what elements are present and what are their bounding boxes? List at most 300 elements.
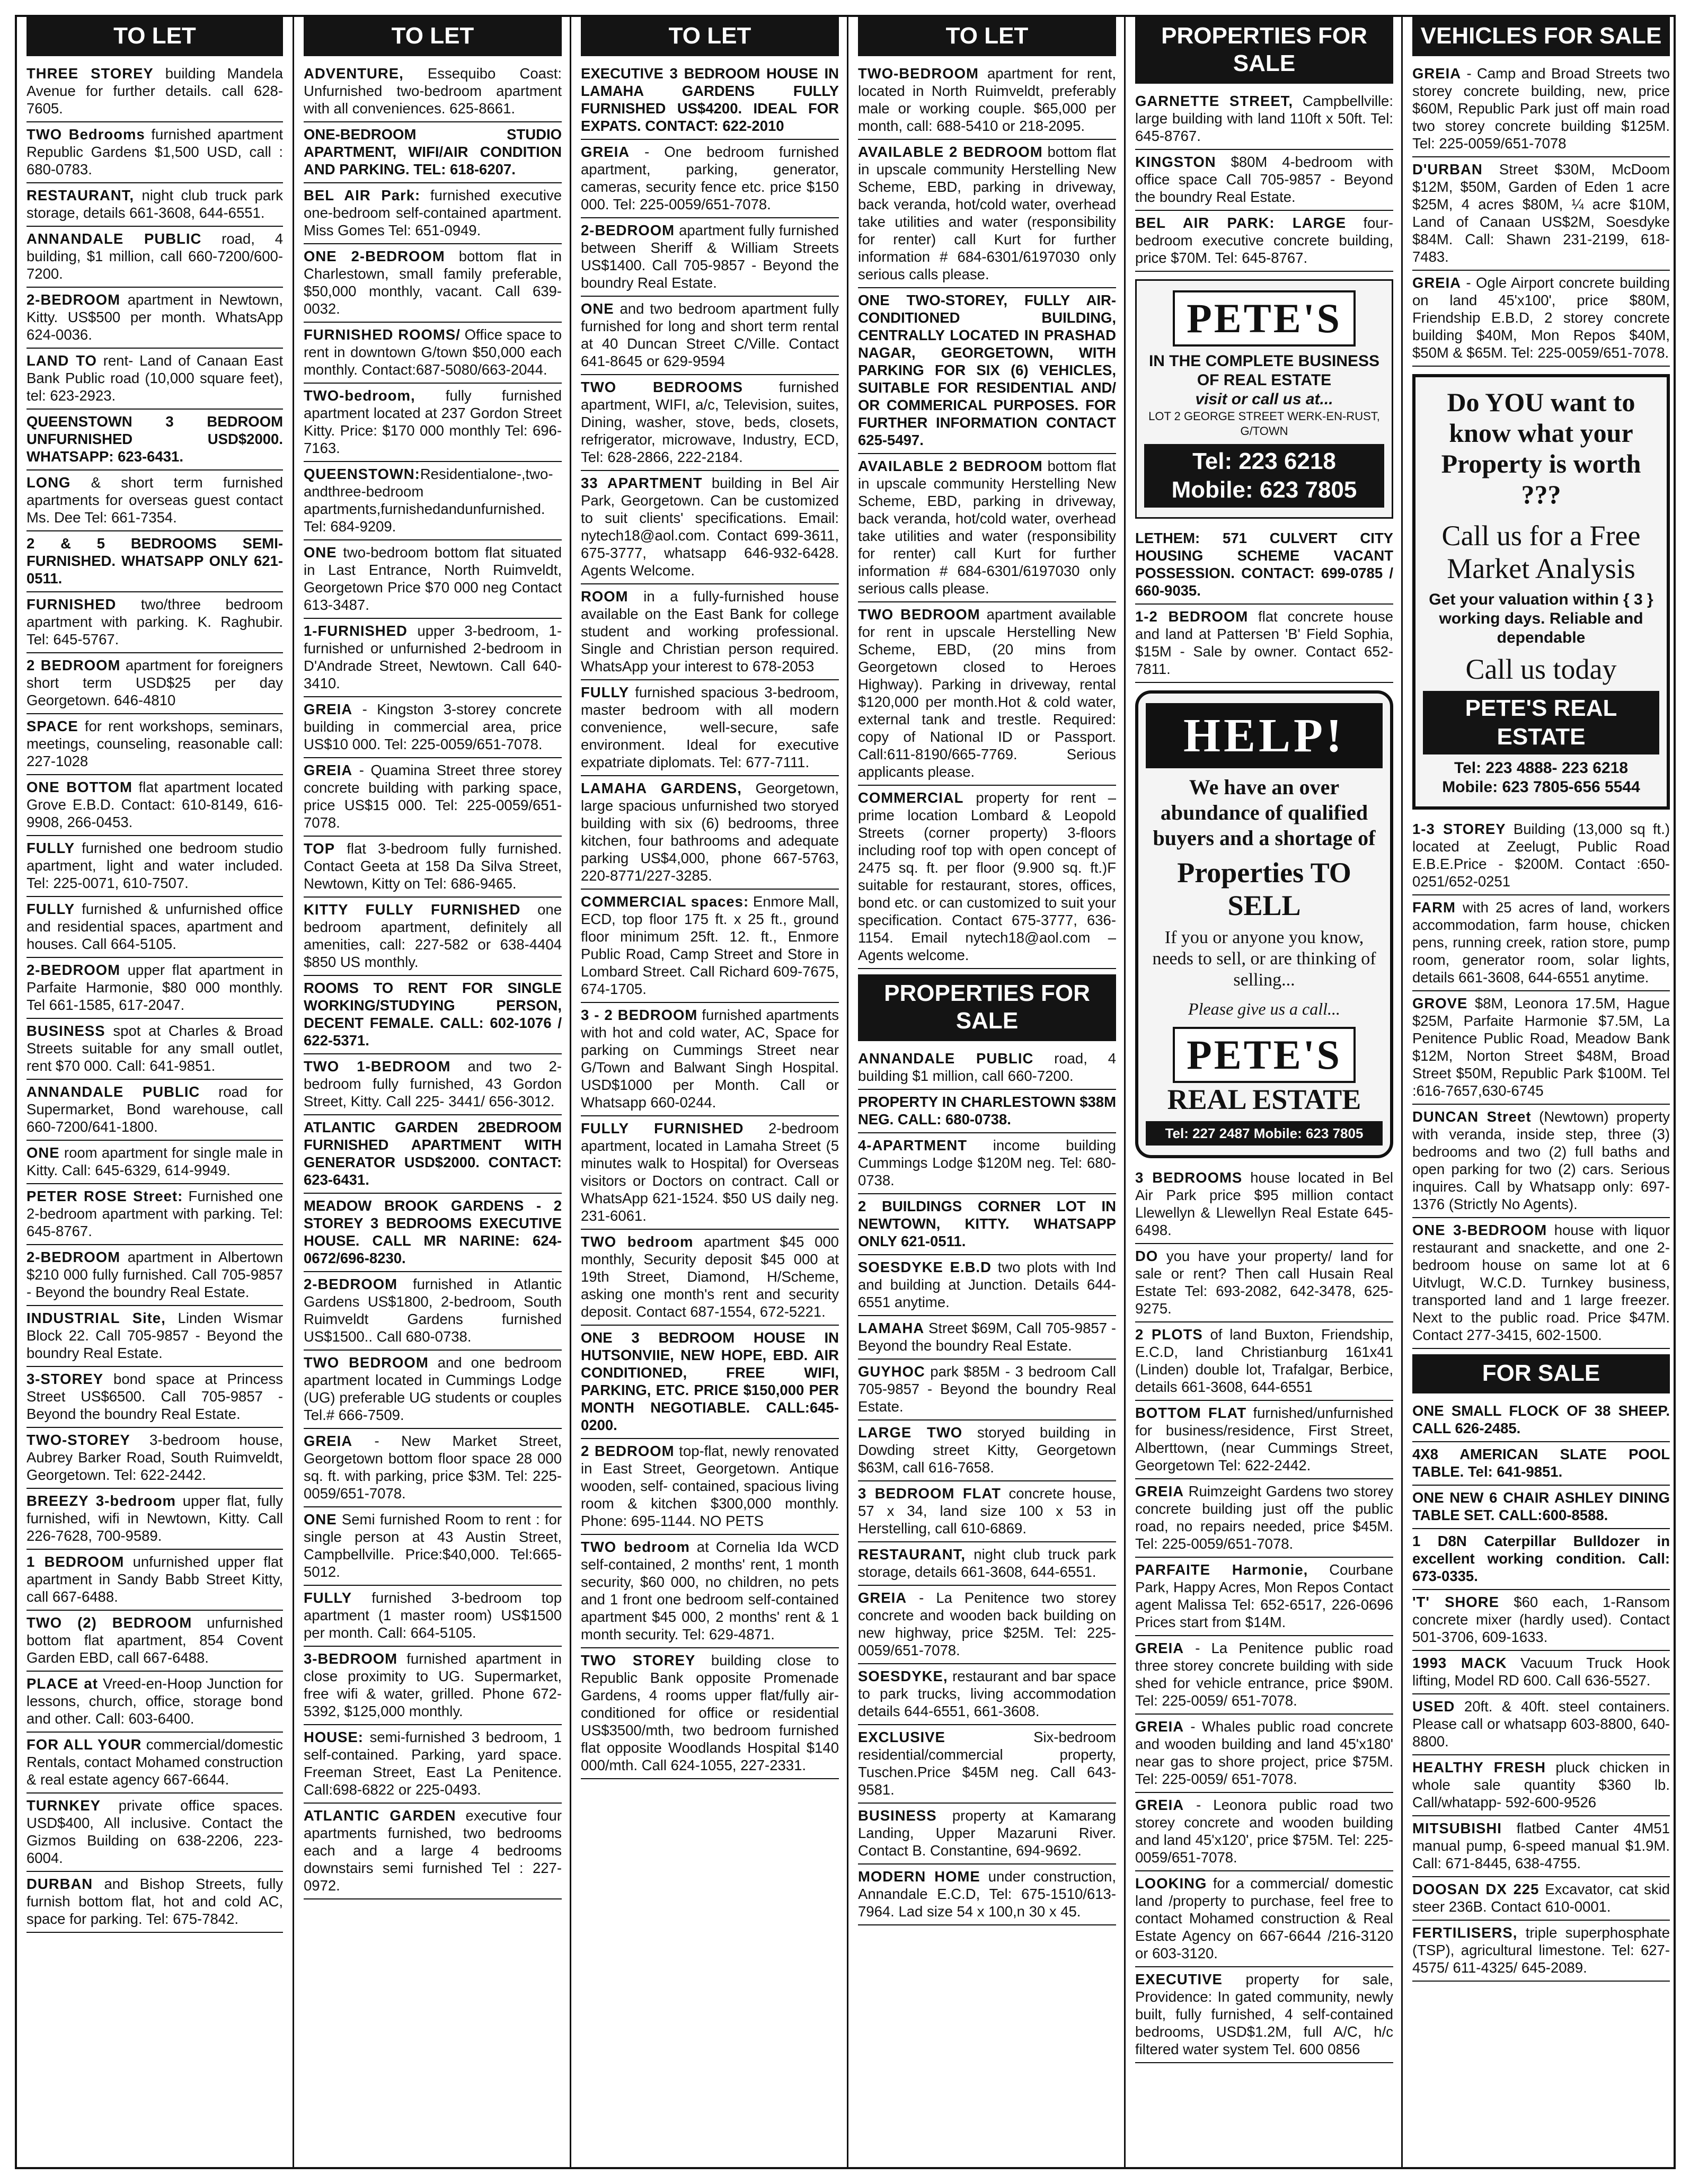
ad-text: unfurnished bottom flat apartment, 854 Covent Garden EBD, call 667-6488. — [26, 1614, 283, 1666]
ad-text: 3-bedroom house, Aubrey Barker Road, South Ruimveldt, Georgetown. Tel: 622-2442. — [26, 1432, 283, 1483]
ad-list — [1126, 526, 1403, 683]
classified-ad — [26, 836, 283, 897]
ad-lead: TWO 1-BEDROOM — [304, 1058, 451, 1075]
ad-text: - Whales public road concrete and wooden building and land 45'x180' near gas to shore project, price $75M. Tel: 225-0059/ 651-7078. — [1135, 1718, 1393, 1787]
ad-lead: TWO (2) BEDROOM — [26, 1614, 192, 1631]
ad-lead: HOUSE: — [304, 1729, 364, 1745]
promo-logo: PETE'S REAL ESTATE — [1423, 691, 1659, 754]
ad-lead: 2 BEDROOM — [26, 657, 121, 673]
ad-lead: KINGSTON — [1135, 154, 1216, 170]
ad-lead: BEL AIR PARK: LARGE — [1135, 215, 1347, 231]
classified-ad — [581, 61, 839, 140]
classified-ad — [581, 297, 839, 375]
ad-text: apartment available for rent in upscale Herstelling New Scheme, EBD, (20 mins from Georgetown closed to Heroes Highway). Parking in driveway, rental $120,000 per month.Hot & cold water, external tank and trestle. Required: copy of National ID or Passport. Call:611-8190/665-7769. Serious applicants please. — [858, 606, 1116, 780]
ad-text: furnished one bedroom studio apartment, light and water included. Tel: 225-0071, 610-7507. — [26, 840, 283, 891]
classified-ad — [581, 776, 839, 890]
ad-text: flat concrete house and land at Pattersen 'B' Field Sophia, $15M - Sale by owner. Contact 652-7811. — [1135, 608, 1393, 677]
ad-text: apartment $45 000 monthly, Security deposit $45 000 at 19th Street, Diamond, H/Scheme, asking one month's rent and security deposit. Contact 687-1554, 672-5221. — [581, 1233, 839, 1320]
ad-lead: ONE — [304, 1511, 337, 1528]
ad-text: Furnished one 2-bedroom apartment with parking. Tel: 645-8767. — [26, 1188, 283, 1239]
ad-text: Vreed-en-Hoop Junction for lessons, church, office, storage bond and other. Call: 603-6400. — [26, 1675, 283, 1727]
ad-lead: GARNETTE STREET, — [1135, 93, 1294, 109]
classified-ad — [26, 1489, 283, 1550]
promo-free: Call us for a Free Market Analysis — [1441, 520, 1641, 584]
ad-text: furnished executive one-bedroom self-contained apartment. Miss Gomes Tel: 651-0949. — [304, 187, 562, 238]
classified-ad — [304, 384, 562, 462]
classified-ad — [1412, 1651, 1670, 1694]
ad-text: road for Supermarket, Bond warehouse, call 660-7200/641-1800. — [26, 1084, 283, 1135]
ad-text: PROPERTY IN CHARLESTOWN $38M NEG. CALL: 680-0738. — [858, 1094, 1116, 1127]
ad-text: - One bedroom furnished apartment, parking, generator, cameras, security fence etc. price $150 000. Tel: 225-0059/651-7078. — [581, 144, 839, 212]
ad-text: of land Buxton, Friendship, E.C.D, land Christianburg 161x41 (Linden) double lot, Trafalgar, Berbice, details 661-3608, 644-6551 — [1135, 1326, 1394, 1395]
classified-ad — [26, 1306, 283, 1367]
ad-lead: ONE 2-BEDROOM — [304, 248, 445, 264]
classified-ad — [304, 1586, 562, 1647]
ad-text: Essequibo Coast: Unfurnished two-bedroom apartment with all conveniences. 625-8661. — [304, 65, 562, 117]
classified-ad — [26, 714, 283, 775]
ad-text: one bedroom apartment, definitely all amenities, call: 227-582 or 638-4404 $850 US monthly. — [304, 901, 562, 970]
column-1 — [17, 17, 293, 2167]
ad-text: rent- Land of Canaan East Bank Public road (10,000 square feet), tel: 623-2923. — [26, 352, 283, 404]
ad-lead: LAMAHA — [858, 1320, 925, 1336]
ad-text: ONE NEW 6 CHAIR ASHLEY DINING TABLE SET. CALL:600-8588. — [1412, 1489, 1670, 1523]
ad-lead: INDUSTRIAL Site, — [26, 1310, 166, 1326]
ad-text: Enmore Mall, ECD, top floor 175 ft. x 25 ft., ground floor minimum 25ft. 12. ft., Enmore Public Road, Camp Street and Store in Lombard Street. Call Richard 609-7675, 674-1705. — [581, 893, 839, 997]
ad-text: upper flat apartment in Parfaite Harmonie, $80 000 monthly. Tel 661-1585, 617-2047. — [26, 962, 283, 1013]
ad-text: furnished apartment, WIFI, a/c, Television, suites, Dining, washer, stove, beds, closets, refrigerator, microwave, Industry, ECD, Tel: 628-2866, 222-2184. — [581, 379, 839, 465]
classified-ad — [1412, 817, 1670, 895]
ad-text: semi-furnished 3 bedroom, 1 self-contained. Parking, yard space. Freeman Street, East La Penitence. Call:698-6822 or 225-0493. — [304, 1729, 562, 1798]
help-logo: PETE'S — [1173, 1027, 1356, 1083]
classified-ad — [1412, 1755, 1670, 1816]
classified-ad — [1135, 1871, 1393, 1967]
ad-text: 4X8 AMERICAN SLATE POOL TABLE. Tel: 641-9851. — [1412, 1446, 1670, 1480]
ad-text: pluck chicken in whole sale quantity $360 lb. Call/whatapp- 592-600-9526 — [1412, 1759, 1670, 1810]
ad-text: - La Penitence public road three storey concrete building with side shed for vehicle entrance, price $90M. Tel: 225-0059/ 651-7078. — [1135, 1640, 1393, 1709]
ad-text: furnished apartment in close proximity to UG. Supermarket, free wifi & water, grilled. Phone 672-5392, $125,000 monthly. — [304, 1650, 562, 1719]
classified-ad — [26, 1611, 283, 1672]
ad-lead: RESTAURANT, — [858, 1546, 966, 1562]
ad-lead: GREIA — [304, 701, 353, 717]
ad-text: property at Kamarang Landing, Upper Mazaruni River. Contact B. Constantine, 694-9692. — [858, 1807, 1116, 1859]
ad-text: QUEENSTOWN 3 BEDROOM UNFURNISHED USD$2000. WHATSAPP: 623-6431. — [26, 413, 283, 465]
classified-ad — [26, 897, 283, 958]
ad-lead: 1 BEDROOM — [26, 1553, 125, 1570]
classified-ad — [581, 1116, 839, 1230]
ad-lead: AVAILABLE 2 BEDROOM — [858, 144, 1043, 160]
classified-ad — [1135, 1401, 1393, 1479]
classified-ad — [1135, 526, 1393, 605]
ad-text: commercial/domestic Rentals, contact Mohamed construction & real estate agency 667-6644. — [26, 1736, 283, 1788]
classified-ad — [304, 183, 562, 244]
classified-ad — [26, 775, 283, 836]
section-heading: PROPERTIES FOR SALE — [1135, 17, 1393, 84]
ad-lead: DO — [1135, 1248, 1158, 1264]
classified-ad — [1135, 89, 1393, 150]
column-5 — [1124, 17, 1403, 2167]
classified-ad — [26, 1367, 283, 1428]
ad-text: you have your property/ land for sale or rent? Then call Husain Real Estate Tel: 693-2082, 642-3478, 625-9275. — [1135, 1248, 1393, 1317]
ad-lead: 2-BEDROOM — [304, 1276, 398, 1292]
ad-lead: ONE 3-BEDROOM — [1412, 1222, 1547, 1238]
classified-ad — [304, 697, 562, 758]
ad-lead: 1-2 BEDROOM — [1135, 608, 1249, 625]
ad-text: Vacuum Truck Hook lifting, Model RD 600. Call 636-5527. — [1412, 1655, 1670, 1689]
ad-text: night club truck park storage, details 661-3608, 644-6551. — [26, 187, 283, 221]
classified-ad — [304, 1804, 562, 1899]
ad-text: house located in Bel Air Park price $95 million contact Llewellyn & Llewellyn Real Estate 645-6498. — [1135, 1169, 1393, 1238]
ad-text: - Kingston 3-storey concrete building in commercial area, price US$10 000. Tel: 225-0059/651-7078. — [304, 701, 562, 752]
ad-lead: FARM — [1412, 899, 1456, 916]
promo-question: Do YOU want to know what your Property is worth ??? — [1441, 387, 1641, 509]
ad-text: Georgetown, large spacious unfurnished two storyed building with six (6) bedrooms, three kitchen, four bathrooms and adequate parking US$4,000, phone 667-5763, 220-8771/227-3285. — [581, 780, 839, 884]
ad-lead: RESTAURANT, — [26, 187, 134, 203]
ad-text: Six-bedroom residential/commercial property, Tuschen.Price $45M neg. Call 643-9581. — [858, 1729, 1116, 1798]
ad-text: ATLANTIC GARDEN 2BEDROOM FURNISHED APARTMENT WITH GENERATOR USD$2000. CONTACT: 623-6431. — [304, 1119, 562, 1188]
help-tel: Tel: 227 2487 Mobile: 623 7805 — [1146, 1121, 1383, 1146]
ad-lead: MODERN HOME — [858, 1868, 980, 1885]
classified-ad — [26, 1245, 283, 1306]
ad-lead: PETER ROSE Street: — [26, 1188, 183, 1204]
ad-text: upper flat, fully furnished, wifi in Newtown, Kitty. Call 226-7628, 700-9589. — [26, 1493, 284, 1544]
promo-today: Call us today — [1465, 653, 1617, 685]
ad-text: & short term furnished apartments for overseas guest contact Ms. Dee Tel: 661-7354. — [26, 474, 283, 526]
classified-ad — [304, 122, 562, 183]
ad-lead: 3-STOREY — [26, 1371, 104, 1387]
classified-ad — [581, 375, 839, 471]
ad-text: for a commercial/ domestic land /property to purchase, feel free to contact Mohamed construction & Real Estate Agency on 667-6644 /216-3120 or 603-3120. — [1135, 1875, 1393, 1961]
classified-ad — [304, 1429, 562, 1507]
ad-text: unfurnished upper flat apartment in Sandy Babb Street Kitty, call 667-6488. — [26, 1553, 283, 1605]
ad-text: income building Cummings Lodge $120M neg. Tel: 680-0738. — [858, 1137, 1116, 1188]
ad-lead: GREIA — [1135, 1483, 1184, 1499]
classified-ad — [858, 1255, 1116, 1316]
ad-text: furnished & unfurnished office and residential spaces, apartment and houses. Call 664-5105. — [26, 901, 283, 952]
ad-lead: TWO BEDROOMS — [581, 379, 743, 395]
ad-lead: LOOKING — [1135, 1875, 1207, 1892]
classified-ad — [304, 1194, 562, 1272]
classified-ad — [1135, 1715, 1393, 1793]
ad-text: concrete house, 57 x 34, land size 100 x 53 in Herstelling, call 610-6869. — [858, 1485, 1116, 1537]
ad-text: 1 D8N Caterpillar Bulldozer in excellent working condition. Call: 673-0335. — [1412, 1533, 1670, 1584]
ad-text: Residentialone-,two-andthree-bedroom apartments,furnishedandunfurnished. Tel: 684-9209. — [304, 466, 553, 535]
classified-ad — [1135, 605, 1393, 683]
ad-lead: LARGE TWO — [858, 1424, 963, 1441]
ad-text: flat 3-bedroom fully furnished. Contact Geeta at 158 Da Silva Street, Newtown, Kitty on Tel: 686-9465. — [304, 840, 562, 892]
classified-ad — [858, 61, 1116, 140]
petes-phone — [1144, 444, 1384, 508]
ad-list — [294, 61, 571, 1899]
column-3 — [570, 17, 848, 2167]
ad-lead: COMMERCIAL — [858, 789, 964, 806]
ad-text: road, 4 building, $1 million, call 660-7200/600-7200. — [26, 230, 283, 282]
ad-lead: LAMAHA GARDENS, — [581, 780, 742, 796]
ad-text: furnished apartment Republic Gardens $1,500 USD, call : 680-0783. — [26, 126, 283, 177]
ad-lead: 2-BEDROOM — [26, 962, 121, 978]
ad-list — [17, 61, 293, 1933]
section-heading: TO LET — [858, 17, 1116, 56]
ad-text: bottom flat in upscale community Herstelling New Scheme, EBD, parking in driveway, back veranda, hot/cold water, overhead take utilities and water (responsibility for renter) call Kurt for further information # 684-6301/6197030 only serious calls please. — [858, 144, 1116, 282]
ad-lead: PARFAITE Harmonie, — [1135, 1561, 1308, 1578]
classified-ad — [1135, 1636, 1393, 1715]
ad-lead: ONE — [304, 544, 337, 561]
ad-lead: FERTILISERS, — [1412, 1924, 1518, 1941]
ad-lead: LAND TO — [26, 352, 97, 369]
classified-ad — [858, 1360, 1116, 1421]
ad-text: flat apartment located Grove E.B.D. Contact: 610-8149, 616-9908, 266-0453. — [26, 779, 283, 830]
ad-lead: FULLY FURNISHED — [581, 1120, 744, 1137]
ad-text: - La Penitence two storey concrete and wooden back building on new highway, price $25M. Tel: 225-0059/651-7078. — [858, 1590, 1116, 1658]
ad-text: bottom flat in Charlestown, small family preferable, $50,000 monthly, vacant. Call 639-0032. — [304, 248, 562, 317]
classified-ad — [1412, 157, 1670, 271]
classified-ad — [1412, 1694, 1670, 1755]
classified-ad — [304, 244, 562, 323]
ad-text: MEADOW BROOK GARDENS - 2 STOREY 3 BEDROOMS EXECUTIVE HOUSE. CALL MR NARINE: 624-0672/696-8230. — [304, 1197, 562, 1266]
ad-lead: FULLY — [26, 840, 75, 856]
ad-lead: GREIA — [1412, 274, 1462, 291]
classified-ad — [858, 602, 1116, 786]
ad-lead: 'T' SHORE — [1412, 1594, 1499, 1610]
ad-lead: 2-BEDROOM — [581, 222, 675, 238]
classified-ad — [858, 1865, 1116, 1925]
ad-lead: FULLY — [581, 684, 630, 700]
classified-ad — [858, 1194, 1116, 1255]
classified-ad — [26, 653, 283, 714]
ad-lead: GREIA — [1135, 1718, 1184, 1735]
valuation-promo-ad — [1412, 374, 1670, 810]
ad-lead: TWO BEDROOM — [304, 1354, 429, 1371]
ad-text: private office spaces. USD$400, All inclusive. Contact the Gizmos Building on 638-2206, 223-6004. — [26, 1797, 283, 1866]
ad-text: Campbellville: large building with land 110ft x 50ft. Tel: 645-8767. — [1135, 93, 1393, 144]
ad-text: ONE 3 BEDROOM HOUSE IN HUTSONVIIE, NEW HOPE, EBD. AIR CONDITIONED, FREE WIFI, PARKING, ETC. PRICE $150,000 PER MONTH NEGOTIABLE. CALL:645-0200. — [581, 1329, 839, 1433]
ad-text: $80M 4-bedroom with office space Call 705-9857 - Beyond the boundry Real Estate. — [1135, 154, 1393, 205]
classified-ad — [304, 758, 562, 837]
ad-text: Linden Wismar Block 22. Call 705-9857 - Beyond the boundry Real Estate. — [26, 1310, 283, 1361]
classified-ad — [1412, 1218, 1670, 1349]
ad-lead: TWO-bedroom, — [304, 387, 415, 404]
ad-text: park $85M - 3 bedroom Call 705-9857 - Beyond the boundry Real Estate. — [858, 1363, 1116, 1415]
ad-text: Street $30M, McDoom $12M, $50M, Garden of Eden 1 acre $25M, 4 acres $80M, ¼ acre $10M, Land of Canaan US$2M, Soesdyke $84M. Call: Shawn 231-2199, 618-7483. — [1412, 161, 1670, 265]
classified-ad — [26, 1794, 283, 1872]
ad-text: two-bedroom bottom flat situated in Last Entrance, North Ruimveldt, Georgetown Price $70 000 neg Contact 613-3487. — [304, 544, 562, 613]
ad-text: road, 4 building $1 million, call 660-7200. — [858, 1050, 1116, 1084]
classified-ad — [1135, 1967, 1393, 2063]
ad-lead: 3 BEDROOMS — [1135, 1169, 1243, 1186]
classified-ad — [304, 1054, 562, 1115]
ad-text: - Camp and Broad Streets two storey concrete building, new, price $60M, Republic Park just off main road two storey concrete building $125M. Tel: 225-0059/651-7078 — [1412, 65, 1670, 152]
ad-lead: GREIA — [304, 1433, 353, 1449]
ad-lead: 1993 MACK — [1412, 1655, 1507, 1671]
classified-ad — [858, 1481, 1116, 1542]
ad-text: Semi furnished Room to rent : for single person at 43 Austin Street, Campbellville. Price:$40,000. Tel:665-5012. — [304, 1511, 562, 1580]
classified-ad — [1412, 1877, 1670, 1921]
classified-ad — [1412, 1486, 1670, 1529]
section-heading: TO LET — [26, 17, 283, 56]
ad-lead: 2-BEDROOM — [26, 1249, 121, 1265]
ad-text: house with liquor restaurant and snackette, and one 2-bedroom house on same lot at 6 Uitvlugt, W.C.D. Turnkey business, transported land and 1 large freezer. Next to the public road. Price $47M. Contact 277-3415, 602-1500. — [1412, 1222, 1670, 1343]
classified-ad — [581, 218, 839, 297]
classified-ad — [304, 462, 562, 540]
ad-lead: BUSINESS — [858, 1807, 937, 1824]
classified-ad — [304, 540, 562, 619]
ad-text: Street $69M, Call 705-9857 - Beyond the boundry Real Estate. — [858, 1320, 1116, 1354]
classified-ad — [1412, 895, 1670, 991]
classified-ad — [1412, 61, 1670, 157]
ad-text: - Ogle Airport concrete building on land 45'x100', price $80M, Friendship E.B.D, 2 storey concrete building $40M, Mon Repos $40M, $50M & $65M. Tel: 225-0059/651-7078. — [1412, 274, 1670, 361]
classified-ad — [581, 584, 839, 680]
ad-text: two/three bedroom apartment with parking. K. Raghubir. Tel: 645-5767. — [26, 596, 283, 647]
ad-text: at Cornelia Ida WCD self-contained, 2 months' rent, 1 month security, $60 000, no children, no pets and 1 front one bedroom self-contained apartment $45 000, 2 months' rent & 1 month security. Tel: 629-4871. — [581, 1539, 839, 1643]
ad-text: property for rent – prime location Lombard & Leopold Streets (corner property) 3-floors including roof top with open concept of 2475 sq. ft. per floor (9.900 sq. ft.)F suitable for restaurant, stores, offices, bond etc. or can customized to suit your specification. Contact 675-3777, 636-1154. Email nytech18@aol.com – Agents welcome. — [858, 789, 1116, 963]
ad-text: - Leonora public road two storey concrete and wooden building and land 45'x120', price $75M. Tel: 225-0059/651-7078. — [1135, 1797, 1393, 1866]
ad-lead: TWO bedroom — [581, 1233, 694, 1250]
classified-ad — [581, 1326, 839, 1439]
classified-ad — [1412, 1442, 1670, 1486]
ad-text: flatbed Canter 4M51 manual pump, 6-speed manual $1.9M. Call: 671-8445, 638-4755. — [1412, 1820, 1670, 1871]
classified-ad — [581, 1439, 839, 1535]
help-properties: Properties TO SELL — [1177, 857, 1351, 921]
ad-text: triple superphosphate (TSP), agricultural limestone. Tel: 627-4575/ 611-4325/ 645-2089. — [1412, 1924, 1670, 1976]
ad-text: apartment for rent, located in North Ruimveldt, preferably male or working couple. $65,000 per month, call: 688-5410 or 218-2095. — [858, 65, 1116, 134]
ad-text: four-bedroom executive concrete building, price $70M. Tel: 645-8767. — [1135, 215, 1393, 266]
ad-lead: DOOSAN DX 225 — [1412, 1881, 1539, 1897]
ad-text: 2-bedroom apartment, located in Lamaha Street (5 minutes walk to Hospital) for Overseas visitors or Doctors on contract. Call or WhatsApp 621-1524. $50 US daily neg. 231-6061. — [581, 1120, 839, 1224]
ad-lead: AVAILABLE 2 BEDROOM — [858, 458, 1043, 474]
classified-ad — [26, 1872, 283, 1933]
section-heading: VEHICLES FOR SALE — [1412, 17, 1670, 56]
classified-ad — [858, 1316, 1116, 1360]
ad-text: furnished/unfurnished for business/residence, First Street, Alberttown, (near Cummings Street, Georgetown Tel: 622-2442. — [1135, 1405, 1393, 1473]
ad-lead: ONE — [26, 1144, 60, 1161]
column-6 — [1401, 17, 1679, 2167]
ad-text: ONE TWO-STOREY, FULLY AIR-CONDITIONED BUILDING, CENTRALLY LOCATED IN PRASHAD NAGAR, GEORGETOWN, WITH PARKING FOR SIX (6) VEHICLES, SUITABLE FOR RESIDENTIAL AND/ OR COMMERICAL PURPOSES. FOR FURTHER INFORMATION CONTACT 625-5497. — [858, 292, 1116, 448]
ad-lead: 2 BEDROOM — [581, 1443, 675, 1459]
ad-lead: BREEZY 3-bedroom — [26, 1493, 176, 1509]
classified-ad — [26, 183, 283, 227]
ad-list — [1126, 1166, 1403, 2063]
classified-ad — [26, 1141, 283, 1184]
ad-lead: QUEENSTOWN: — [304, 466, 420, 482]
ad-lead: LONG — [26, 474, 71, 491]
classified-ad — [1412, 1590, 1670, 1651]
classified-ad — [858, 1542, 1116, 1586]
classified-ad — [858, 1725, 1116, 1804]
ad-text: Ruimzeight Gardens two storey concrete building just off the public road, no repairs needed, price $45M. Tel: 225-0059/651-7078. — [1135, 1483, 1393, 1552]
ad-lead: 33 APARTMENT — [581, 475, 703, 491]
classified-ad — [304, 1647, 562, 1725]
ad-lead: GUYHOC — [858, 1363, 925, 1380]
petes-address: LOT 2 GEORGE STREET WERK-EN-RUST, G/TOWN — [1148, 410, 1380, 438]
ad-text: restaurant and bar space to park trucks, living accommodation details 644-6551, 661-3608. — [858, 1668, 1116, 1719]
ad-lead: FURNISHED — [26, 596, 117, 612]
ad-text: building in Bel Air Park, Georgetown. Can be customized to suit clients' specifications. Email: nytech18@aol.com. Contact 699-3611, 675-3777, whatsapp 646-932-6428. Agents Welcome. — [581, 475, 839, 579]
ad-list — [848, 61, 1126, 969]
ad-lead: SOESDYKE, — [858, 1668, 948, 1684]
ad-text: Excavator, cat skid steer 236B. Contact 610-0001. — [1412, 1881, 1670, 1915]
classified-ad — [581, 1003, 839, 1116]
ad-lead: ONE — [581, 300, 614, 317]
ad-lead: GREIA — [1135, 1640, 1184, 1656]
ad-text: property for sale, Providence: In gated community, newly built, fully furnished, 4 self-contained bedrooms, USD$1.2M, full A/C, h/c filtered water system Tel. 600 0856 — [1135, 1971, 1393, 2057]
ad-text: 20ft. & 40ft. steel containers. Please call or whatsapp 603-8800, 640-8800. — [1412, 1698, 1670, 1750]
ad-text: furnished spacious 3-bedroom, master bedroom with all modern convenience, well-secure, safe environment. Ideal for executive expatriate diplomats. Tel: 677-7111. — [581, 684, 839, 770]
ad-text: top-flat, newly renovated in East Street, Georgetown. Antique wooden, self- contained, spacious living room & kitchen $300,000 monthly. Phone: 695-1144. NO PETS — [581, 1443, 839, 1529]
ad-lead: TOP — [304, 840, 335, 857]
classified-ad — [1412, 1105, 1670, 1218]
ad-text: furnished in Atlantic Gardens US$1800, 2-bedroom, South Ruimveldt Gardens furnished US$1500.. Call 680-0738. — [304, 1276, 562, 1345]
classified-ad — [304, 61, 562, 122]
ad-lead: 3-BEDROOM — [304, 1650, 398, 1667]
help-title: HELP! — [1146, 703, 1383, 768]
ad-text: furnished apartments with hot and cold water, AC, Space for parking on Cummings Street near G/Town and Balwant Singh Hospital. USD$1000 per Month. Call or Whatsapp 660-0244. — [581, 1007, 839, 1111]
ad-text: furnished 3-bedroom top apartment (1 master room) US$1500 per month. Call: 664-5105. — [304, 1590, 562, 1641]
classified-ad — [1412, 1399, 1670, 1442]
classified-ad — [1412, 1921, 1670, 1982]
ad-lead: TWO STOREY — [581, 1652, 696, 1668]
help-body: We have an over abundance of qualified buyers and a shortage of — [1153, 775, 1376, 850]
ad-lead: DUNCAN Street — [1412, 1108, 1532, 1125]
ad-lead: GREIA — [858, 1590, 907, 1606]
ad-list-for-sale — [1403, 1399, 1679, 1982]
classified-ad — [581, 1230, 839, 1326]
ad-text: Courbane Park, Happy Acres, Mon Repos Contact agent Malissa Tel: 652-6517, 226-0696 Prices start from $14M. — [1135, 1561, 1393, 1630]
classified-ad — [304, 976, 562, 1054]
ad-lead: DURBAN — [26, 1876, 93, 1892]
classified-ad — [858, 1804, 1116, 1865]
section-heading: TO LET — [581, 17, 839, 56]
classified-ad — [26, 349, 283, 410]
ad-lead: FOR ALL YOUR — [26, 1736, 142, 1753]
ad-lead: 1-FURNISHED — [304, 623, 408, 639]
classified-ad — [1135, 1166, 1393, 1244]
ad-list — [571, 61, 848, 1779]
ad-lead: ADVENTURE, — [304, 65, 404, 82]
petes-tagline: IN THE COMPLETE BUSINESS OF REAL ESTATE — [1148, 352, 1380, 389]
classified-ad — [581, 890, 839, 1003]
classified-ad — [1135, 1322, 1393, 1401]
ad-lead: BEL AIR Park: — [304, 187, 421, 203]
ad-lead: 1-3 STOREY — [1412, 821, 1506, 837]
ad-text: two plots with Ind and building at Junction. Details 644-6551 anytime. — [858, 1259, 1117, 1310]
ad-text: building close to Republic Bank opposite Promenade Gardens, 4 rooms upper flat/fully air-conditioned for office or residential US$3500/mth, two bedroom furnished flat opposite Woodlands Hospital $140 000/mth. Call 624-1055, 227-2331. — [581, 1652, 839, 1773]
classified-ad — [1135, 1558, 1393, 1636]
ad-text: 2 & 5 BEDROOMS SEMI-FURNISHED. WHATSAPP ONLY 621-0511. — [26, 535, 283, 587]
petes-visit: visit or call us at... — [1195, 390, 1333, 408]
ad-list — [1126, 89, 1403, 272]
help-ad — [1135, 690, 1393, 1158]
ad-lead: ANNANDALE PUBLIC — [858, 1050, 1034, 1067]
classified-ad — [1135, 1244, 1393, 1322]
classified-ad — [858, 786, 1116, 969]
ad-lead: KITTY FULLY FURNISHED — [304, 901, 521, 918]
ad-lead: ANNANDALE PUBLIC — [26, 1084, 200, 1100]
ad-lead: 4-APARTMENT — [858, 1137, 968, 1153]
ad-lead: D'URBAN — [1412, 161, 1483, 177]
classified-ad — [304, 1272, 562, 1351]
promo-mobile: Mobile: 623 7805-656 5544 — [1442, 778, 1640, 796]
classified-ad — [26, 122, 283, 183]
ad-text: (Newtown) property with veranda, inside step, three (3) bedrooms and two (2) full baths and open parking for two (2) cars. Serious inquires. Call by Whatsapp only: 697-1376 (Strictly No Agents). — [1412, 1108, 1670, 1212]
classified-ad — [304, 1507, 562, 1586]
classified-ad — [26, 288, 283, 349]
classified-ad — [858, 140, 1116, 288]
classified-ad — [1412, 1816, 1670, 1877]
classified-ad — [1412, 991, 1670, 1105]
ad-lead: HEALTHY FRESH — [1412, 1759, 1546, 1775]
classified-ad — [304, 898, 562, 976]
ad-lead: EXCLUSIVE — [858, 1729, 945, 1745]
ad-text: building Mandela Avenue for further details. call 628-7605. — [26, 65, 284, 117]
